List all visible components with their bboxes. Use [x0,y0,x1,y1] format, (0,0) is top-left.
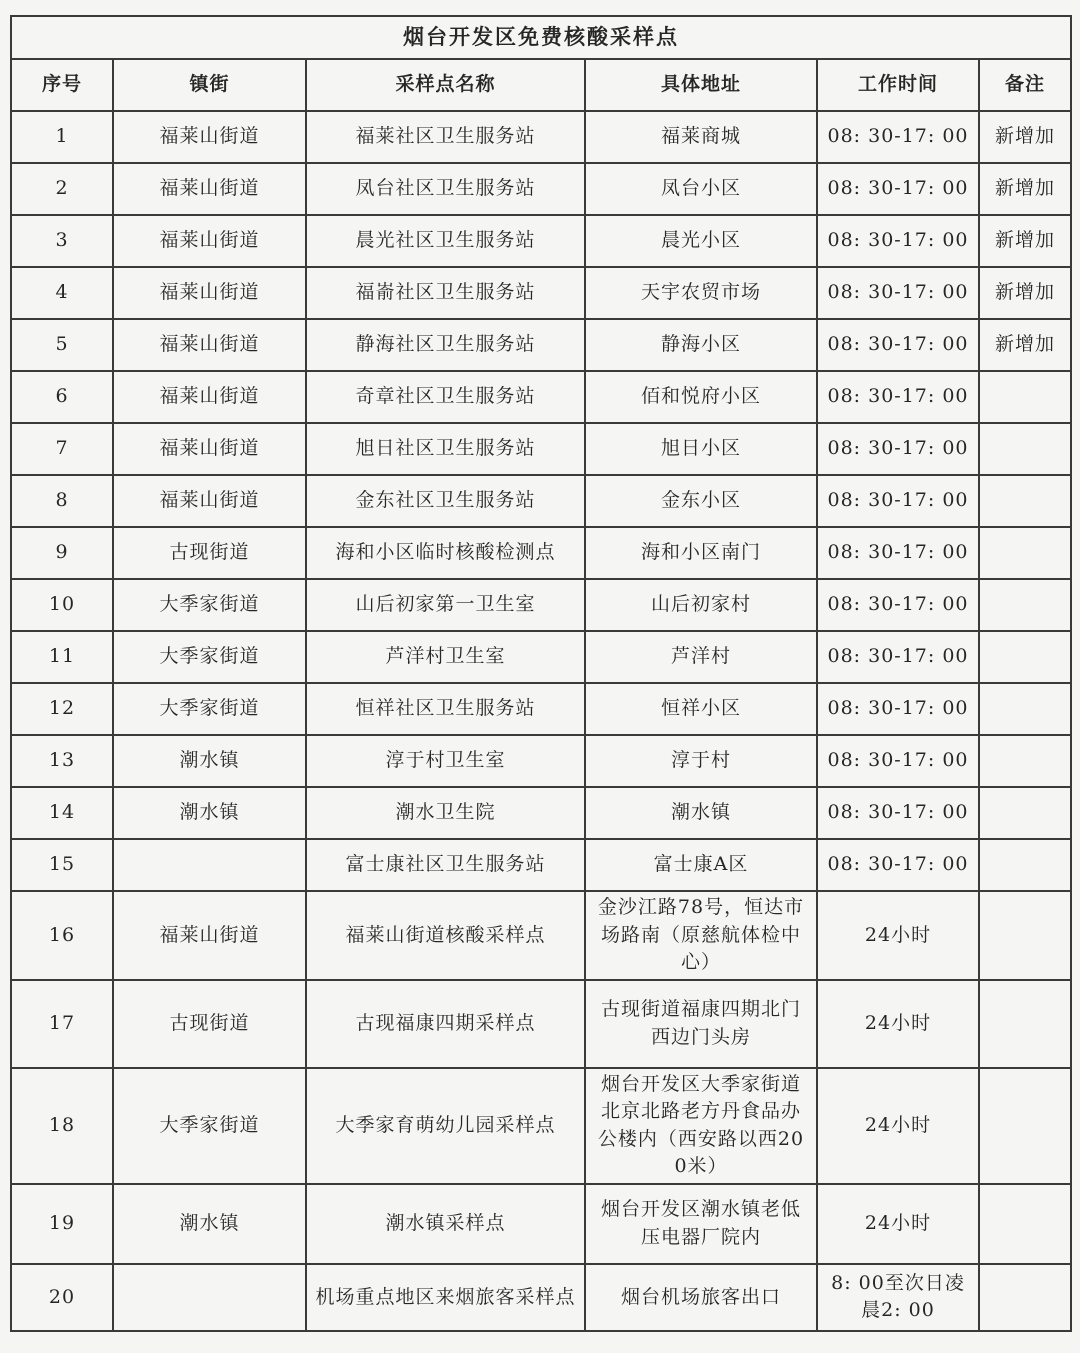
cell-remark [979,735,1071,787]
cell-index: 10 [11,579,113,631]
cell-site-name: 机场重点地区来烟旅客采样点 [306,1264,585,1331]
cell-town: 福莱山街道 [113,891,306,980]
cell-remark [979,839,1071,891]
cell-site-name: 凤台社区卫生服务站 [306,163,585,215]
cell-town: 大季家街道 [113,683,306,735]
cell-address: 海和小区南门 [585,527,817,579]
cell-site-name: 金东社区卫生服务站 [306,475,585,527]
cell-hours: 24小时 [817,891,979,980]
cell-site-name: 静海社区卫生服务站 [306,319,585,371]
cell-address: 凤台小区 [585,163,817,215]
cell-hours: 08: 30-17: 00 [817,475,979,527]
col-header-address: 具体地址 [585,59,817,111]
cell-remark [979,631,1071,683]
cell-site-name: 福莱山街道核酸采样点 [306,891,585,980]
cell-town: 大季家街道 [113,1068,306,1184]
cell-remark [979,891,1071,980]
cell-address: 烟台开发区大季家街道北京北路老方丹食品办公楼内（西安路以西200米） [585,1068,817,1184]
cell-site-name: 潮水卫生院 [306,787,585,839]
cell-hours: 08: 30-17: 00 [817,163,979,215]
table-title: 烟台开发区免费核酸采样点 [11,16,1071,59]
table-row [11,319,1071,371]
cell-town: 福莱山街道 [113,475,306,527]
cell-index: 3 [11,215,113,267]
table-row [11,267,1071,319]
cell-hours: 08: 30-17: 00 [817,371,979,423]
table-row [11,163,1071,215]
cell-town: 福莱山街道 [113,111,306,163]
cell-town: 福莱山街道 [113,163,306,215]
table-header-row [11,59,1071,111]
table-row [11,579,1071,631]
cell-address: 天宇农贸市场 [585,267,817,319]
cell-remark [979,423,1071,475]
cell-hours: 8: 00至次日凌晨2: 00 [817,1264,979,1331]
cell-index: 4 [11,267,113,319]
cell-hours: 24小时 [817,980,979,1068]
cell-site-name: 福莱社区卫生服务站 [306,111,585,163]
cell-index: 5 [11,319,113,371]
cell-index: 14 [11,787,113,839]
cell-index: 1 [11,111,113,163]
cell-site-name: 恒祥社区卫生服务站 [306,683,585,735]
cell-remark: 新增加 [979,267,1071,319]
table-row [11,839,1071,891]
table-row [11,891,1071,980]
cell-remark [979,683,1071,735]
cell-index: 17 [11,980,113,1068]
cell-remark: 新增加 [979,215,1071,267]
cell-address: 晨光小区 [585,215,817,267]
cell-site-name: 晨光社区卫生服务站 [306,215,585,267]
cell-town: 大季家街道 [113,631,306,683]
cell-site-name: 海和小区临时核酸检测点 [306,527,585,579]
table-row [11,215,1071,267]
cell-site-name: 山后初家第一卫生室 [306,579,585,631]
col-header-index: 序号 [11,59,113,111]
cell-hours: 08: 30-17: 00 [817,319,979,371]
cell-remark [979,787,1071,839]
cell-hours: 08: 30-17: 00 [817,527,979,579]
cell-address: 恒祥小区 [585,683,817,735]
cell-site-name: 淳于村卫生室 [306,735,585,787]
cell-address: 芦洋村 [585,631,817,683]
cell-site-name: 芦洋村卫生室 [306,631,585,683]
cell-remark [979,980,1071,1068]
cell-remark [979,1264,1071,1331]
cell-town: 福莱山街道 [113,371,306,423]
cell-site-name: 大季家育萌幼儿园采样点 [306,1068,585,1184]
table-row [11,527,1071,579]
cell-remark [979,527,1071,579]
cell-site-name: 富士康社区卫生服务站 [306,839,585,891]
cell-remark [979,1068,1071,1184]
cell-address: 金沙江路78号，恒达市场路南（原慈航体检中心） [585,891,817,980]
cell-address: 静海小区 [585,319,817,371]
cell-hours: 08: 30-17: 00 [817,735,979,787]
cell-hours: 08: 30-17: 00 [817,787,979,839]
cell-index: 16 [11,891,113,980]
table-body [11,111,1071,1331]
table-title-row [11,16,1071,59]
cell-address: 潮水镇 [585,787,817,839]
cell-address: 淳于村 [585,735,817,787]
table-row [11,683,1071,735]
cell-site-name: 旭日社区卫生服务站 [306,423,585,475]
cell-town: 潮水镇 [113,735,306,787]
cell-remark [979,475,1071,527]
col-header-town: 镇街 [113,59,306,111]
cell-address: 富士康A区 [585,839,817,891]
cell-index: 8 [11,475,113,527]
cell-town: 大季家街道 [113,579,306,631]
cell-town: 潮水镇 [113,787,306,839]
col-header-hours: 工作时间 [817,59,979,111]
cell-index: 15 [11,839,113,891]
table-row [11,631,1071,683]
cell-address: 古现街道福康四期北门西边门头房 [585,980,817,1068]
cell-index: 7 [11,423,113,475]
cell-index: 20 [11,1264,113,1331]
cell-hours: 08: 30-17: 00 [817,111,979,163]
table-row [11,1264,1071,1331]
table-row [11,1184,1071,1264]
cell-town: 福莱山街道 [113,267,306,319]
cell-remark [979,579,1071,631]
cell-hours: 08: 30-17: 00 [817,423,979,475]
cell-hours: 08: 30-17: 00 [817,215,979,267]
cell-town: 福莱山街道 [113,423,306,475]
cell-address: 金东小区 [585,475,817,527]
cell-hours: 08: 30-17: 00 [817,267,979,319]
table-row [11,475,1071,527]
cell-index: 12 [11,683,113,735]
table-row [11,787,1071,839]
cell-hours: 08: 30-17: 00 [817,631,979,683]
cell-hours: 08: 30-17: 00 [817,839,979,891]
table-row [11,423,1071,475]
cell-index: 6 [11,371,113,423]
table-row [11,111,1071,163]
cell-index: 9 [11,527,113,579]
cell-address: 佰和悦府小区 [585,371,817,423]
cell-index: 11 [11,631,113,683]
cell-town: 福莱山街道 [113,215,306,267]
cell-address: 烟台机场旅客出口 [585,1264,817,1331]
cell-hours: 24小时 [817,1068,979,1184]
cell-address: 山后初家村 [585,579,817,631]
cell-town: 古现街道 [113,527,306,579]
cell-site-name: 奇章社区卫生服务站 [306,371,585,423]
sampling-points-table [10,15,1072,1332]
cell-town: 古现街道 [113,980,306,1068]
cell-hours: 24小时 [817,1184,979,1264]
cell-address: 旭日小区 [585,423,817,475]
cell-remark [979,1184,1071,1264]
table-row [11,1068,1071,1184]
cell-remark: 新增加 [979,163,1071,215]
cell-index: 2 [11,163,113,215]
cell-remark: 新增加 [979,111,1071,163]
cell-town: 潮水镇 [113,1184,306,1264]
cell-address: 烟台开发区潮水镇老低压电器厂院内 [585,1184,817,1264]
col-header-site-name: 采样点名称 [306,59,585,111]
cell-index: 18 [11,1068,113,1184]
table-row [11,980,1071,1068]
cell-site-name: 潮水镇采样点 [306,1184,585,1264]
cell-index: 19 [11,1184,113,1264]
cell-town [113,839,306,891]
cell-index: 13 [11,735,113,787]
cell-site-name: 古现福康四期采样点 [306,980,585,1068]
table-row [11,735,1071,787]
cell-site-name: 福嵛社区卫生服务站 [306,267,585,319]
cell-town [113,1264,306,1331]
cell-hours: 08: 30-17: 00 [817,683,979,735]
cell-address: 福莱商城 [585,111,817,163]
cell-remark: 新增加 [979,319,1071,371]
cell-town: 福莱山街道 [113,319,306,371]
table-row [11,371,1071,423]
col-header-remark: 备注 [979,59,1071,111]
cell-hours: 08: 30-17: 00 [817,579,979,631]
cell-remark [979,371,1071,423]
